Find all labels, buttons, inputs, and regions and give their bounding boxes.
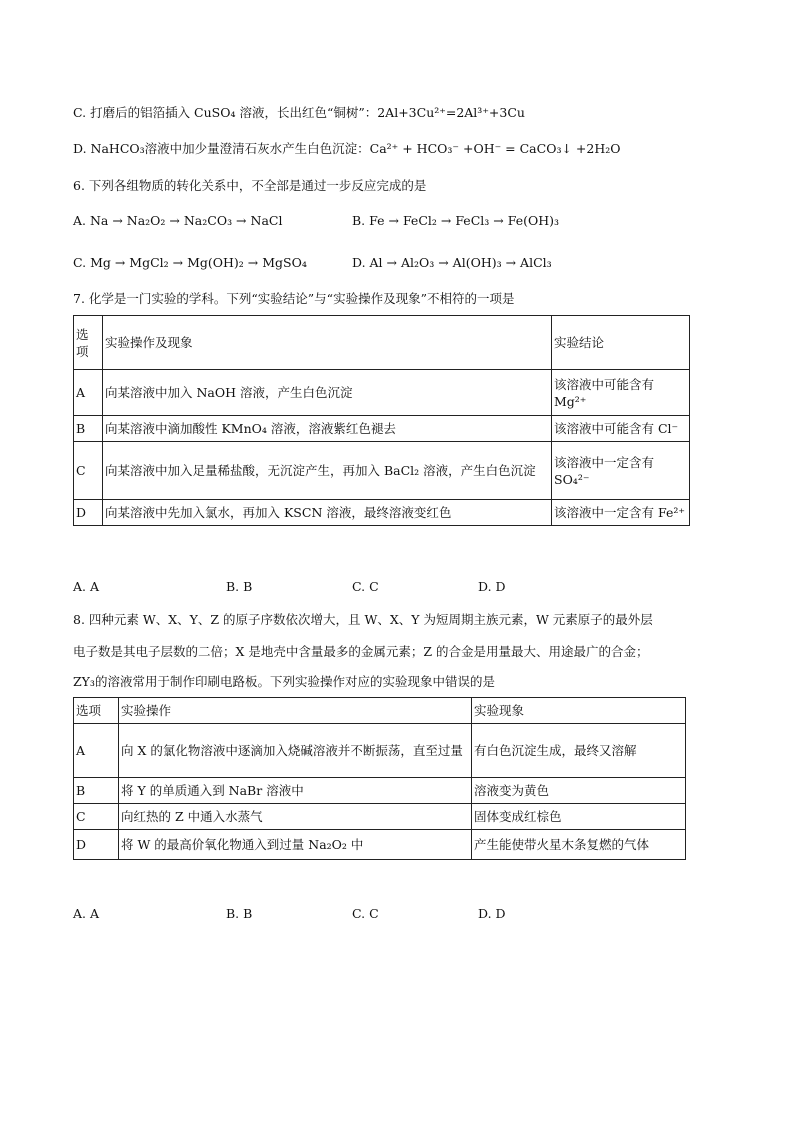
table8-row-b-phenomenon: 溶液变为黄色 — [472, 778, 686, 804]
option-c-text: C. 打磨后的铝箔插入 CuSO₄ 溶液，长出红色“铜树”：2Al+3Cu²⁺=2Al³⁺+3Cu — [73, 105, 525, 120]
question-8-table — [73, 697, 686, 860]
option-d-text: D. NaHCO₃溶液中加少量澄清石灰水产生白色沉淀：Ca²⁺ + HCO₃⁻ +OH⁻ = CaCO₃↓ +2H₂O — [73, 141, 621, 156]
table8-row-d-phenomenon: 产生能使带火星木条复燃的气体 — [472, 830, 686, 860]
table7-row-a-conclusion: 该溶液中可能含有 Mg²⁺ — [552, 370, 690, 416]
table8-row-a-operation: 向 X 的氯化物溶液中逐滴加入烧碱溶液并不断振荡，直至过量 — [119, 724, 472, 778]
table8-row-a-phenomenon: 有白色沉淀生成，最终又溶解 — [472, 724, 686, 778]
table7-row-d-option: D — [74, 500, 103, 526]
table7-header-operation: 实验操作及现象 — [103, 316, 552, 370]
table7-row-a-operation: 向某溶液中加入 NaOH 溶液，产生白色沉淀 — [103, 370, 552, 416]
table7-row-d-conclusion: 该溶液中一定含有 Fe²⁺ — [552, 500, 690, 526]
q7-answer-b: B. B — [226, 579, 253, 594]
question-8-stem-line1: 8. 四种元素 W、X、Y、Z 的原子序数依次增大，且 W、X、Y 为短周期主族元素，W 元素原子的最外层 — [73, 612, 653, 627]
table8-header-operation: 实验操作 — [119, 698, 472, 724]
table8-row-d-operation: 将 W 的最高价氧化物通入到过量 Na₂O₂ 中 — [119, 830, 472, 860]
table8-header-option: 选项 — [74, 698, 119, 724]
table7-row-d-operation: 向某溶液中先加入氯水，再加入 KSCN 溶液，最终溶液变红色 — [103, 500, 552, 526]
q6-option-b: B. Fe → FeCl₂ → FeCl₃ → Fe(OH)₃ — [352, 213, 560, 228]
question-7-stem: 7. 化学是一门实验的学科。下列“实验结论”与“实验操作及现象”不相符的一项是 — [73, 291, 515, 306]
q7-answer-a: A. A — [73, 579, 100, 594]
question-6-stem: 6. 下列各组物质的转化关系中，不全部是通过一步反应完成的是 — [73, 178, 427, 193]
q8-answer-d: D. D — [478, 906, 506, 921]
table8-row-c-option: C — [74, 804, 119, 830]
question-8-stem-line3: ZY₃的溶液常用于制作印刷电路板。下列实验操作对应的实验现象中错误的是 — [73, 674, 495, 689]
table7-row-b-conclusion: 该溶液中可能含有 Cl⁻ — [552, 416, 690, 442]
q8-answer-b: B. B — [226, 906, 253, 921]
q6-option-c: C. Mg → MgCl₂ → Mg(OH)₂ → MgSO₄ — [73, 255, 307, 270]
q8-answer-a: A. A — [73, 906, 100, 921]
table7-header-option: 选项 — [74, 316, 103, 370]
table8-row-b-option: B — [74, 778, 119, 804]
table7-row-b-operation: 向某溶液中滴加酸性 KMnO₄ 溶液，溶液紫红色褪去 — [103, 416, 552, 442]
question-8-stem-line2: 电子数是其电子层数的二倍；X 是地壳中含量最多的金属元素；Z 的合金是用量最大、用途最广的合金； — [73, 644, 649, 659]
table7-row-a-option: A — [74, 370, 103, 416]
table8-row-b-operation: 将 Y 的单质通入到 NaBr 溶液中 — [119, 778, 472, 804]
q7-answer-c: C. C — [352, 579, 379, 594]
table7-header-conclusion: 实验结论 — [552, 316, 690, 370]
question-7-table — [73, 315, 690, 526]
q6-option-d: D. Al → Al₂O₃ → Al(OH)₃ → AlCl₃ — [352, 255, 552, 270]
table7-row-c-conclusion: 该溶液中一定含有 SO₄²⁻ — [552, 442, 690, 500]
table8-row-a-option: A — [74, 724, 119, 778]
table7-row-c-operation: 向某溶液中加入足量稀盐酸，无沉淀产生，再加入 BaCl₂ 溶液，产生白色沉淀 — [103, 442, 552, 500]
table8-row-c-phenomenon: 固体变成红棕色 — [472, 804, 686, 830]
table7-row-b-option: B — [74, 416, 103, 442]
table8-row-d-option: D — [74, 830, 119, 860]
table8-row-c-operation: 向红热的 Z 中通入水蒸气 — [119, 804, 472, 830]
q7-answer-d: D. D — [478, 579, 506, 594]
q6-option-a: A. Na → Na₂O₂ → Na₂CO₃ → NaCl — [73, 213, 283, 228]
table7-row-c-option: C — [74, 442, 103, 500]
table8-header-phenomenon: 实验现象 — [472, 698, 686, 724]
q8-answer-c: C. C — [352, 906, 379, 921]
